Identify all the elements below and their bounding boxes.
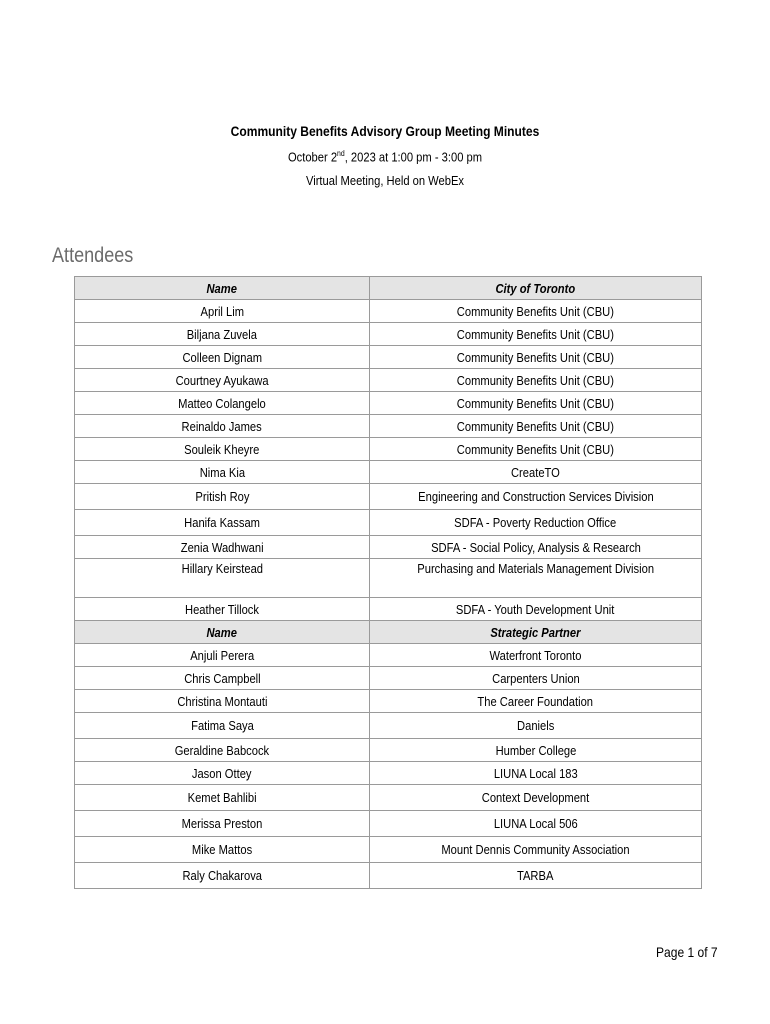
attendee-name-text: Hillary Keirstead bbox=[181, 561, 263, 576]
table-row bbox=[75, 461, 702, 484]
attendee-name bbox=[75, 461, 370, 484]
attendee-org bbox=[370, 713, 702, 739]
table-row bbox=[75, 484, 702, 510]
attendee-org-text: Community Benefits Unit (CBU) bbox=[456, 372, 615, 388]
city-header-name bbox=[75, 277, 370, 300]
attendee-name bbox=[75, 438, 370, 461]
city-header-org bbox=[370, 277, 702, 300]
attendee-org-text: The Career Foundation bbox=[477, 693, 594, 709]
attendee-name bbox=[75, 484, 370, 510]
table-row bbox=[75, 713, 702, 739]
attendee-name bbox=[75, 644, 370, 667]
attendee-org bbox=[370, 438, 702, 461]
attendee-org bbox=[370, 484, 702, 510]
attendee-name-text: Mike Mattos bbox=[191, 842, 253, 857]
table-row bbox=[75, 785, 702, 811]
attendee-org-text: TARBA bbox=[517, 868, 554, 883]
attendee-org bbox=[370, 415, 702, 438]
table-row bbox=[75, 510, 702, 536]
attendee-name-text: Chris Campbell bbox=[183, 670, 261, 686]
attendee-org-text: Waterfront Toronto bbox=[489, 647, 582, 663]
attendee-org bbox=[370, 863, 702, 889]
table-row bbox=[75, 762, 702, 785]
attendee-name-text: Fatima Saya bbox=[190, 718, 254, 733]
attendees-table-body bbox=[75, 277, 702, 889]
attendee-org-text: LIUNA Local 506 bbox=[493, 816, 578, 831]
meeting-date bbox=[54, 149, 716, 164]
attendee-name-text: Reinaldo James bbox=[181, 418, 263, 434]
attendee-org bbox=[370, 461, 702, 484]
meeting-date-prefix: October 2 bbox=[287, 149, 338, 165]
attendee-org-text: SDFA - Social Policy, Analysis & Research bbox=[430, 539, 641, 555]
attendee-org-text: Community Benefits Unit (CBU) bbox=[456, 326, 615, 342]
table-row bbox=[75, 415, 702, 438]
attendees-heading: Attendees bbox=[52, 244, 134, 267]
attendee-name bbox=[75, 598, 370, 621]
attendee-org bbox=[370, 346, 702, 369]
attendee-org-text: Context Development bbox=[481, 790, 590, 805]
attendee-name bbox=[75, 510, 370, 536]
table-row bbox=[75, 863, 702, 889]
table-row bbox=[75, 300, 702, 323]
attendee-name bbox=[75, 837, 370, 863]
attendee-org bbox=[370, 667, 702, 690]
attendee-org bbox=[370, 811, 702, 837]
meeting-venue: Virtual Meeting, Held on WebEx bbox=[305, 173, 465, 188]
attendee-name bbox=[75, 739, 370, 762]
attendee-name-text: Raly Chakarova bbox=[182, 868, 262, 883]
attendee-name bbox=[75, 559, 370, 598]
attendee-name bbox=[75, 690, 370, 713]
table-row bbox=[75, 739, 702, 762]
partner-header-row bbox=[75, 621, 702, 644]
page-number: Page 1 of 7 bbox=[656, 944, 718, 960]
attendee-org bbox=[370, 739, 702, 762]
city-header-name-text: Name bbox=[206, 280, 238, 296]
attendee-name bbox=[75, 785, 370, 811]
attendee-name-text: Matteo Colangelo bbox=[178, 395, 266, 411]
attendee-org bbox=[370, 559, 702, 598]
attendee-name-text: Kemet Bahlibi bbox=[187, 790, 257, 805]
attendee-org-text: Mount Dennis Community Association bbox=[441, 842, 630, 857]
attendee-name bbox=[75, 300, 370, 323]
table-row bbox=[75, 392, 702, 415]
attendee-name bbox=[75, 323, 370, 346]
attendee-name-text: Souleik Kheyre bbox=[184, 441, 260, 457]
attendee-org bbox=[370, 323, 702, 346]
attendee-name-text: Hanifa Kassam bbox=[184, 515, 260, 530]
attendee-name bbox=[75, 392, 370, 415]
attendee-org bbox=[370, 644, 702, 667]
attendee-org bbox=[370, 598, 702, 621]
attendee-org bbox=[370, 510, 702, 536]
document-title: Community Benefits Advisory Group Meeting Minutes bbox=[230, 123, 540, 139]
city-header-org-text: City of Toronto bbox=[495, 280, 576, 296]
partner-header-name-text: Name bbox=[206, 624, 238, 640]
attendee-name bbox=[75, 762, 370, 785]
attendees-table bbox=[74, 276, 702, 889]
table-row bbox=[75, 559, 702, 598]
attendee-org bbox=[370, 392, 702, 415]
attendee-name bbox=[75, 667, 370, 690]
attendee-org bbox=[370, 536, 702, 559]
attendee-org-text: Daniels bbox=[516, 718, 555, 733]
attendee-name bbox=[75, 863, 370, 889]
table-row bbox=[75, 346, 702, 369]
attendee-org-text: Community Benefits Unit (CBU) bbox=[456, 303, 615, 319]
attendee-org-text: SDFA - Youth Development Unit bbox=[456, 601, 615, 617]
attendee-name-text: Courtney Ayukawa bbox=[175, 372, 269, 388]
table-row bbox=[75, 837, 702, 863]
city-header-row bbox=[75, 277, 702, 300]
attendee-org bbox=[370, 785, 702, 811]
attendee-org-text: LIUNA Local 183 bbox=[493, 765, 578, 781]
table-row bbox=[75, 644, 702, 667]
attendee-name-text: April Lim bbox=[200, 303, 244, 319]
attendee-org-text: Purchasing and Materials Management Division bbox=[417, 561, 654, 576]
attendee-name bbox=[75, 346, 370, 369]
attendee-name-text: Pritish Roy bbox=[194, 489, 250, 504]
attendee-org-text: Engineering and Construction Services Division bbox=[417, 489, 654, 504]
attendee-org-text: Humber College bbox=[495, 742, 576, 758]
attendee-name-text: Christina Montauti bbox=[176, 693, 268, 709]
table-row bbox=[75, 690, 702, 713]
attendee-name bbox=[75, 713, 370, 739]
attendee-name-text: Zenia Wadhwani bbox=[180, 539, 264, 555]
attendee-org-text: Community Benefits Unit (CBU) bbox=[456, 395, 615, 411]
table-row bbox=[75, 323, 702, 346]
attendee-org-text: SDFA - Poverty Reduction Office bbox=[454, 515, 617, 530]
attendee-name bbox=[75, 369, 370, 392]
meeting-date-ordinal: nd bbox=[337, 149, 345, 158]
attendee-org-text: Community Benefits Unit (CBU) bbox=[456, 349, 615, 365]
attendee-org bbox=[370, 690, 702, 713]
attendee-name bbox=[75, 811, 370, 837]
attendee-org bbox=[370, 762, 702, 785]
attendee-name-text: Nima Kia bbox=[199, 464, 245, 480]
table-row bbox=[75, 598, 702, 621]
partner-header-org bbox=[370, 621, 702, 644]
attendee-org-text: CreateTO bbox=[511, 464, 560, 480]
attendee-org-text: Carpenters Union bbox=[491, 670, 580, 686]
attendee-org-text: Community Benefits Unit (CBU) bbox=[456, 418, 615, 434]
attendee-org bbox=[370, 300, 702, 323]
attendee-org-text: Community Benefits Unit (CBU) bbox=[456, 441, 615, 457]
attendee-name bbox=[75, 536, 370, 559]
attendee-org bbox=[370, 837, 702, 863]
attendee-name-text: Merissa Preston bbox=[181, 816, 263, 831]
attendee-name-text: Anjuli Perera bbox=[189, 647, 255, 663]
attendee-name-text: Heather Tillock bbox=[185, 601, 259, 617]
attendee-name-text: Colleen Dignam bbox=[182, 349, 262, 365]
table-row bbox=[75, 536, 702, 559]
attendee-name-text: Jason Ottey bbox=[192, 765, 252, 781]
table-row bbox=[75, 667, 702, 690]
attendee-name-text: Biljana Zuvela bbox=[186, 326, 258, 342]
partner-header-name bbox=[75, 621, 370, 644]
table-row bbox=[75, 369, 702, 392]
attendee-org bbox=[370, 369, 702, 392]
meeting-date-suffix: , 2023 at 1:00 pm - 3:00 pm bbox=[344, 149, 483, 165]
table-row bbox=[75, 811, 702, 837]
partner-header-org-text: Strategic Partner bbox=[490, 624, 581, 640]
table-row bbox=[75, 438, 702, 461]
attendee-name-text: Geraldine Babcock bbox=[174, 742, 270, 758]
attendee-name bbox=[75, 415, 370, 438]
